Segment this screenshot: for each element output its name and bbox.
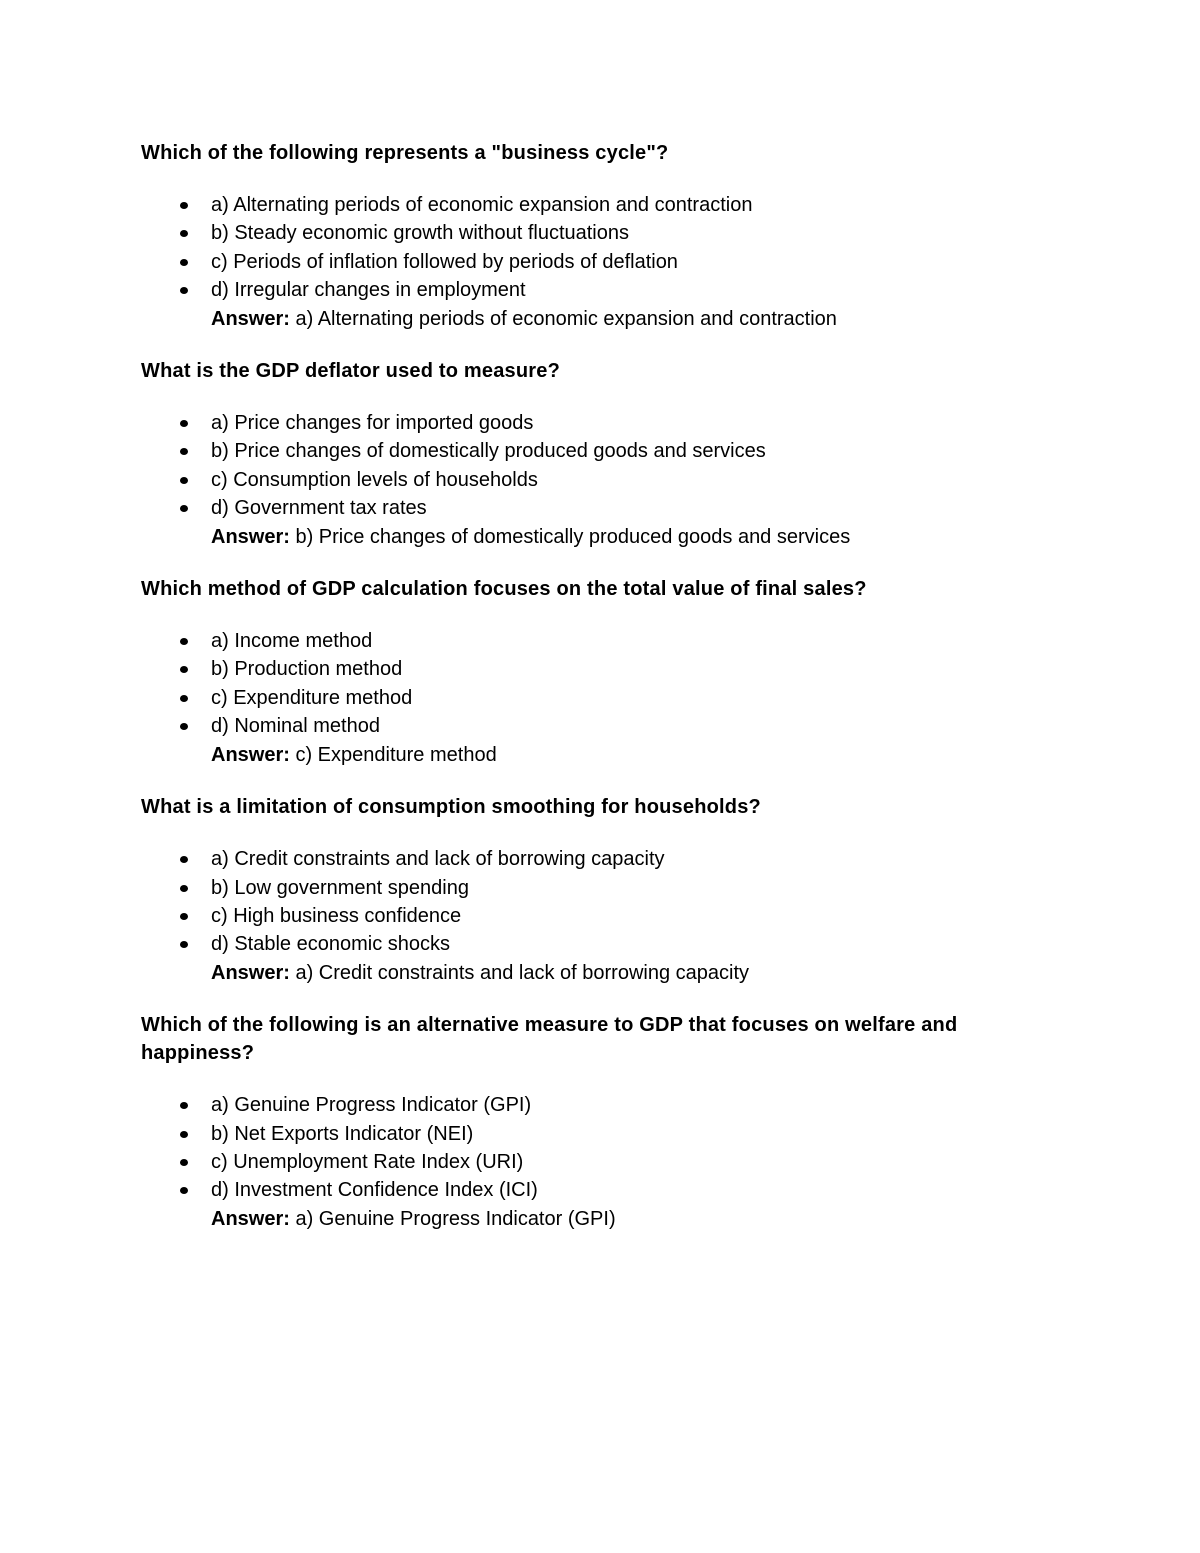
bullet-icon [180,913,188,920]
bullet-icon [180,723,188,730]
option-item [141,1091,1041,1119]
option-text: b) Net Exports Indicator (NEI) [211,1122,474,1145]
option-item [141,845,1041,873]
answer-label: Answer: [211,307,290,330]
option-item [141,437,1041,465]
bullet-icon [180,666,188,673]
question-block [141,1011,1041,1233]
option-text: a) Price changes for imported goods [211,412,534,435]
question-block [141,793,1041,987]
bullet-icon [180,448,188,455]
option-text: b) Low government spending [211,876,469,899]
bullet-icon [180,1159,188,1166]
answer-label: Answer: [211,1207,290,1230]
option-text: c) Unemployment Rate Index (URI) [211,1150,524,1173]
question-block [141,139,1041,333]
option-item [141,874,1041,902]
option-item [141,276,1041,304]
option-item [141,191,1041,219]
options-list [141,409,1041,523]
option-item [141,1120,1041,1148]
option-item [141,466,1041,494]
bullet-icon [180,1102,188,1109]
option-text: c) Consumption levels of households [211,468,538,491]
bullet-icon [180,638,188,645]
option-item [141,655,1041,683]
option-text: b) Steady economic growth without fluctuations [211,222,629,245]
answer-line [141,305,1041,333]
option-text: b) Production method [211,658,403,681]
option-text: d) Investment Confidence Index (ICI) [211,1179,538,1202]
question-block [141,575,1041,769]
answer-line [141,741,1041,769]
option-text: c) Expenditure method [211,686,413,709]
option-text: a) Genuine Progress Indicator (GPI) [211,1094,532,1117]
question-text: What is the GDP deflator used to measure? [141,360,561,383]
answer-label: Answer: [211,525,290,548]
bullet-icon [180,477,188,484]
option-text: c) High business confidence [211,904,462,927]
option-text: a) Alternating periods of economic expansion and contraction [211,194,753,216]
option-text: d) Stable economic shocks [211,933,451,956]
option-text: d) Government tax rates [211,497,427,520]
answer-text: a) Genuine Progress Indicator (GPI) [295,1207,616,1230]
question-text: Which of the following is an alternative measure to GDP that focuses on welfare and happiness? [141,1014,958,1065]
option-item [141,494,1041,522]
bullet-icon [180,287,188,294]
bullet-icon [180,856,188,863]
document-page [141,139,1041,1257]
answer-line [141,523,1041,551]
option-item [141,219,1041,247]
answer-text: c) Expenditure method [295,743,497,766]
option-text: d) Irregular changes in employment [211,279,526,302]
answer-label: Answer: [211,961,290,984]
option-text: d) Nominal method [211,715,380,738]
bullet-icon [180,1187,188,1194]
option-item [141,902,1041,930]
option-text: b) Price changes of domestically produced goods and services [211,440,766,463]
options-list [141,1091,1041,1205]
bullet-icon [180,202,188,209]
option-item [141,930,1041,958]
question-block [141,357,1041,551]
answer-line [141,1205,1041,1233]
question-text: What is a limitation of consumption smoothing for households? [141,796,761,819]
answer-text: a) Alternating periods of economic expansion and contraction [295,307,837,330]
answer-label: Answer: [211,743,290,766]
option-item [141,712,1041,740]
bullet-icon [180,259,188,266]
options-list [141,845,1041,959]
question-text: Which of the following represents a "business cycle"? [141,142,669,164]
option-text: a) Credit constraints and lack of borrowing capacity [211,848,665,871]
bullet-icon [180,1131,188,1138]
option-item [141,1176,1041,1204]
bullet-icon [180,420,188,427]
option-item [141,684,1041,712]
options-list [141,191,1041,305]
question-text: Which method of GDP calculation focuses on the total value of final sales? [141,578,867,601]
answer-text: b) Price changes of domestically produced goods and services [295,525,851,548]
answer-line [141,959,1041,987]
option-item [141,1148,1041,1176]
answer-text: a) Credit constraints and lack of borrowing capacity [295,961,750,984]
option-item [141,248,1041,276]
option-text: c) Periods of inflation followed by periods of deflation [211,250,678,273]
option-text: a) Income method [211,630,373,653]
bullet-icon [180,695,188,702]
options-list [141,627,1041,741]
bullet-icon [180,505,188,512]
bullet-icon [180,885,188,892]
bullet-icon [180,941,188,948]
option-item [141,409,1041,437]
option-item [141,627,1041,655]
bullet-icon [180,230,188,237]
